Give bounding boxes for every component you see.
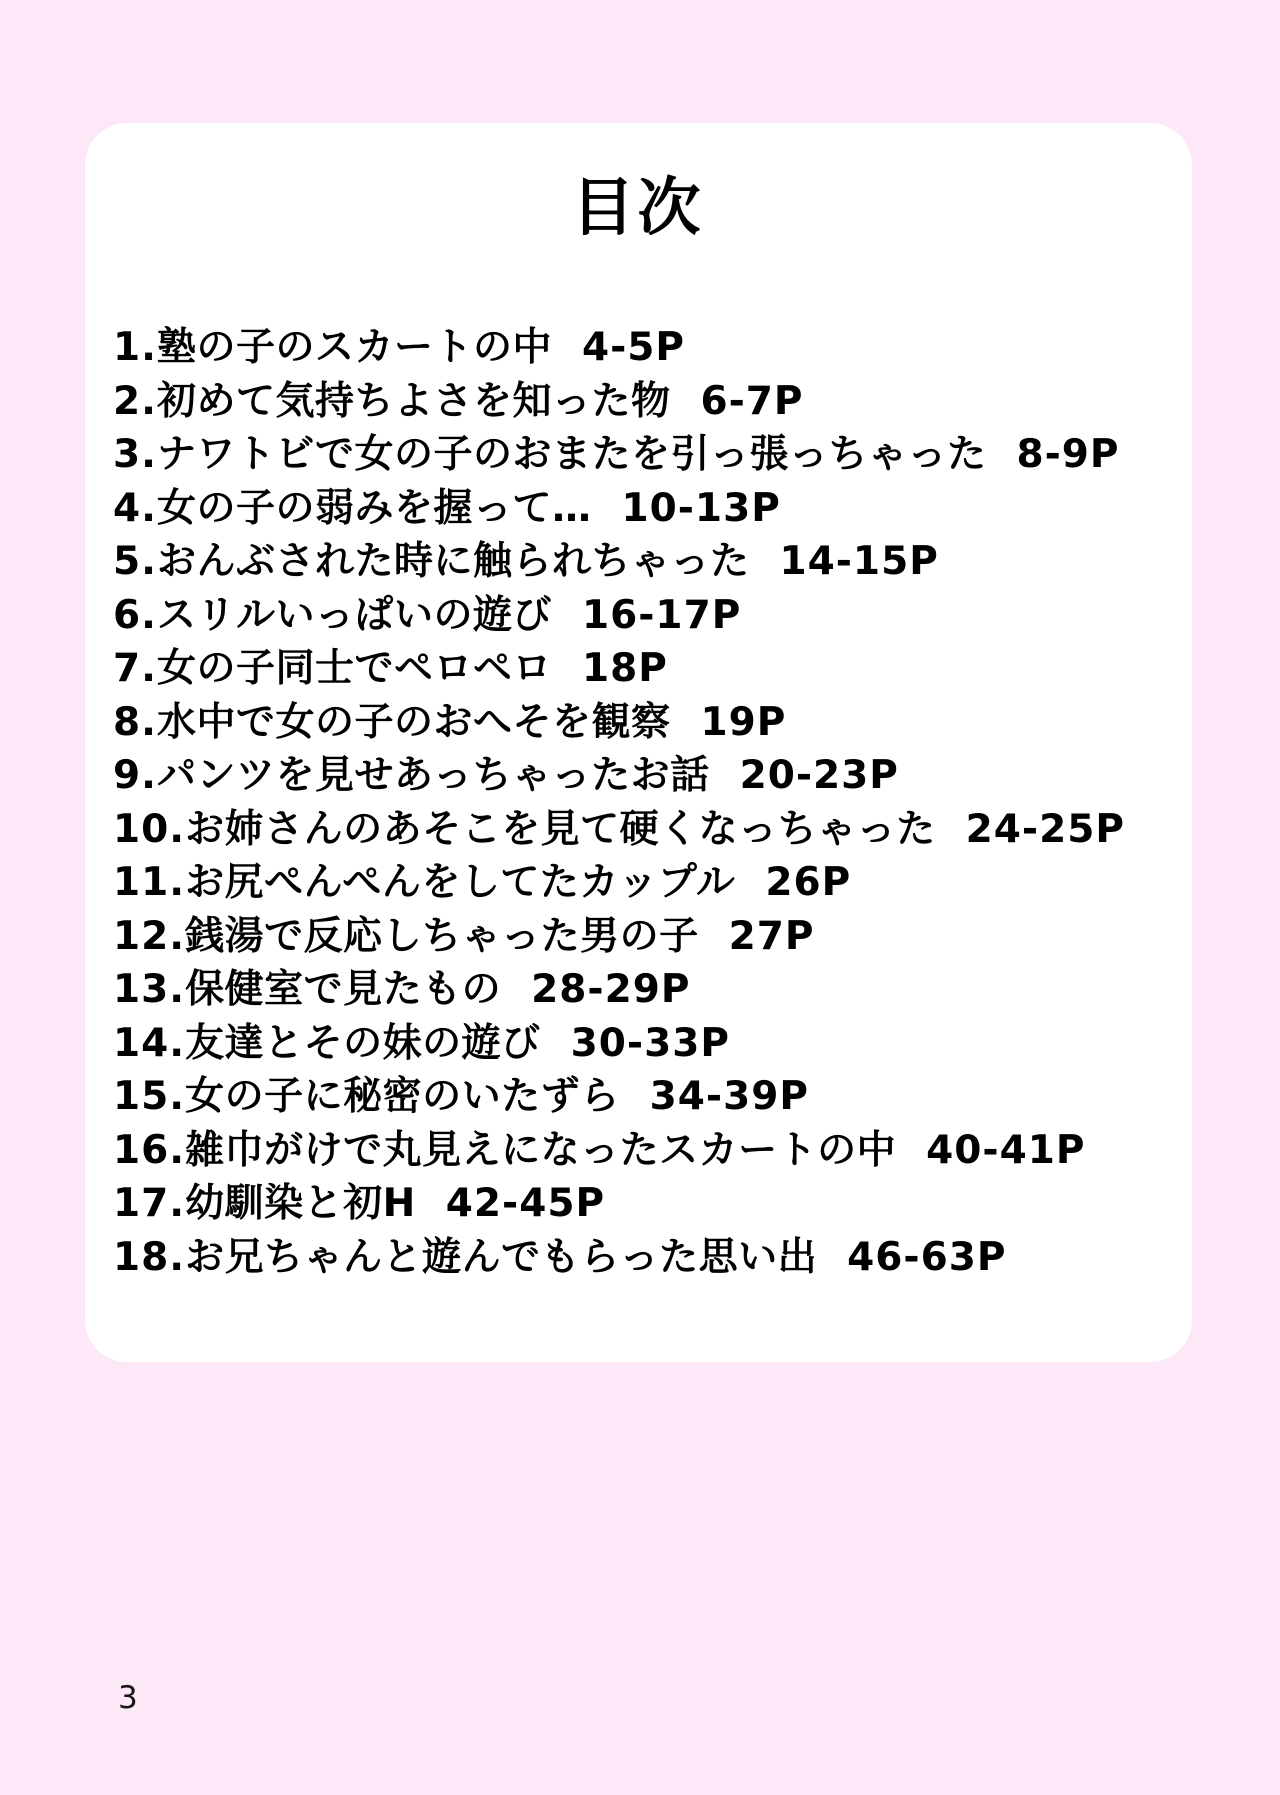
toc-item-title: 雑巾がけで丸見えになったスカートの中 (185, 1127, 897, 1173)
toc-item-number: 18. (113, 1234, 186, 1280)
toc-item-number: 7. (113, 646, 157, 691)
toc-item-number: 4. (113, 485, 157, 531)
toc-item (113, 856, 1162, 910)
toc-item-pages: 19P (700, 699, 787, 745)
toc-item-title: スリルいっぱいの遊び (156, 592, 552, 638)
toc-item-number: 3. (113, 432, 157, 477)
toc-item-pages: 14-15P (779, 539, 939, 584)
toc-item-pages: 28-29P (531, 967, 691, 1012)
toc-item-pages: 18P (581, 646, 668, 691)
toc-list (113, 321, 1162, 1284)
toc-item (113, 482, 1162, 536)
toc-item (113, 642, 1162, 696)
toc-item-title: 水中で女の子のおへそを観察 (156, 699, 671, 745)
toc-item-number: 10. (113, 806, 186, 852)
toc-item-pages: 26P (765, 860, 852, 905)
toc-item-title: 塾の子のスカートの中 (156, 325, 552, 370)
toc-item (113, 803, 1162, 857)
toc-item (113, 696, 1162, 750)
toc-item-pages: 8-9P (1016, 432, 1120, 477)
toc-item-number: 1. (113, 325, 157, 370)
toc-item-number: 17. (113, 1181, 186, 1226)
toc-item-title: 銭湯で反応しちゃった男の子 (185, 913, 699, 959)
toc-item (113, 589, 1162, 643)
toc-item (113, 1017, 1162, 1071)
toc-item (113, 428, 1162, 482)
toc-item-number: 12. (113, 913, 186, 959)
folio-page-number: 3 (118, 1680, 138, 1716)
toc-item-pages: 4-5P (581, 325, 686, 370)
toc-item-title: ナワトビで女の子のおまたを引っ張っちゃった (156, 432, 987, 477)
toc-item-title: 幼馴染と初H (185, 1181, 416, 1226)
toc-item-pages: 24-25P (965, 806, 1125, 852)
toc-item-title: 女の子同士でペロペロ (156, 646, 552, 691)
toc-item-pages: 27P (728, 913, 815, 959)
toc-item-pages: 46-63P (847, 1234, 1007, 1280)
toc-item-title: 女の子に秘密のいたずら (185, 1074, 620, 1119)
toc-item (113, 749, 1162, 803)
toc-item-number: 11. (113, 860, 186, 905)
toc-item (113, 375, 1162, 429)
toc-card (85, 123, 1192, 1362)
toc-item-pages: 20-23P (739, 753, 899, 798)
toc-item (113, 1070, 1162, 1124)
toc-item-pages: 42-45P (445, 1181, 606, 1226)
toc-item-number: 15. (113, 1074, 186, 1119)
toc-item-number: 14. (113, 1020, 186, 1066)
toc-item-title: おんぶされた時に触られちゃった (156, 539, 750, 584)
toc-item (113, 1177, 1162, 1231)
toc-item-title: 女の子の弱みを握って… (156, 485, 592, 531)
toc-item-pages: 16-17P (581, 592, 742, 638)
toc-item (113, 1231, 1162, 1285)
toc-item-title: 友達とその妹の遊び (185, 1020, 541, 1066)
toc-item-number: 5. (113, 539, 157, 584)
toc-item-pages: 34-39P (649, 1074, 809, 1119)
toc-item-title: 初めて気持ちよさを知った物 (156, 378, 671, 424)
toc-item-title: 保健室で見たもの (185, 967, 502, 1012)
toc-item-title: パンツを見せあっちゃったお話 (156, 753, 710, 798)
toc-item-number: 2. (113, 378, 157, 424)
toc-item-pages: 40-41P (926, 1127, 1086, 1173)
toc-item-title: お兄ちゃんと遊んでもらった思い出 (185, 1234, 818, 1280)
toc-item-number: 16. (113, 1127, 186, 1173)
toc-item-title: お尻ぺんぺんをしてたカップル (185, 860, 736, 905)
toc-item (113, 1124, 1162, 1178)
toc-item-number: 9. (113, 753, 157, 798)
toc-item-pages: 6-7P (700, 378, 804, 424)
toc-item-number: 6. (113, 592, 157, 638)
toc-item-number: 8. (113, 699, 157, 745)
toc-item-pages: 30-33P (570, 1020, 730, 1066)
toc-item (113, 910, 1162, 964)
toc-item-pages: 10-13P (621, 485, 781, 531)
toc-item (113, 963, 1162, 1017)
toc-item-title: お姉さんのあそこを見て硬くなっちゃった (185, 806, 936, 852)
toc-item-number: 13. (113, 967, 186, 1012)
toc-item (113, 535, 1162, 589)
page-title: 目次 (571, 171, 704, 244)
toc-item (113, 321, 1162, 375)
